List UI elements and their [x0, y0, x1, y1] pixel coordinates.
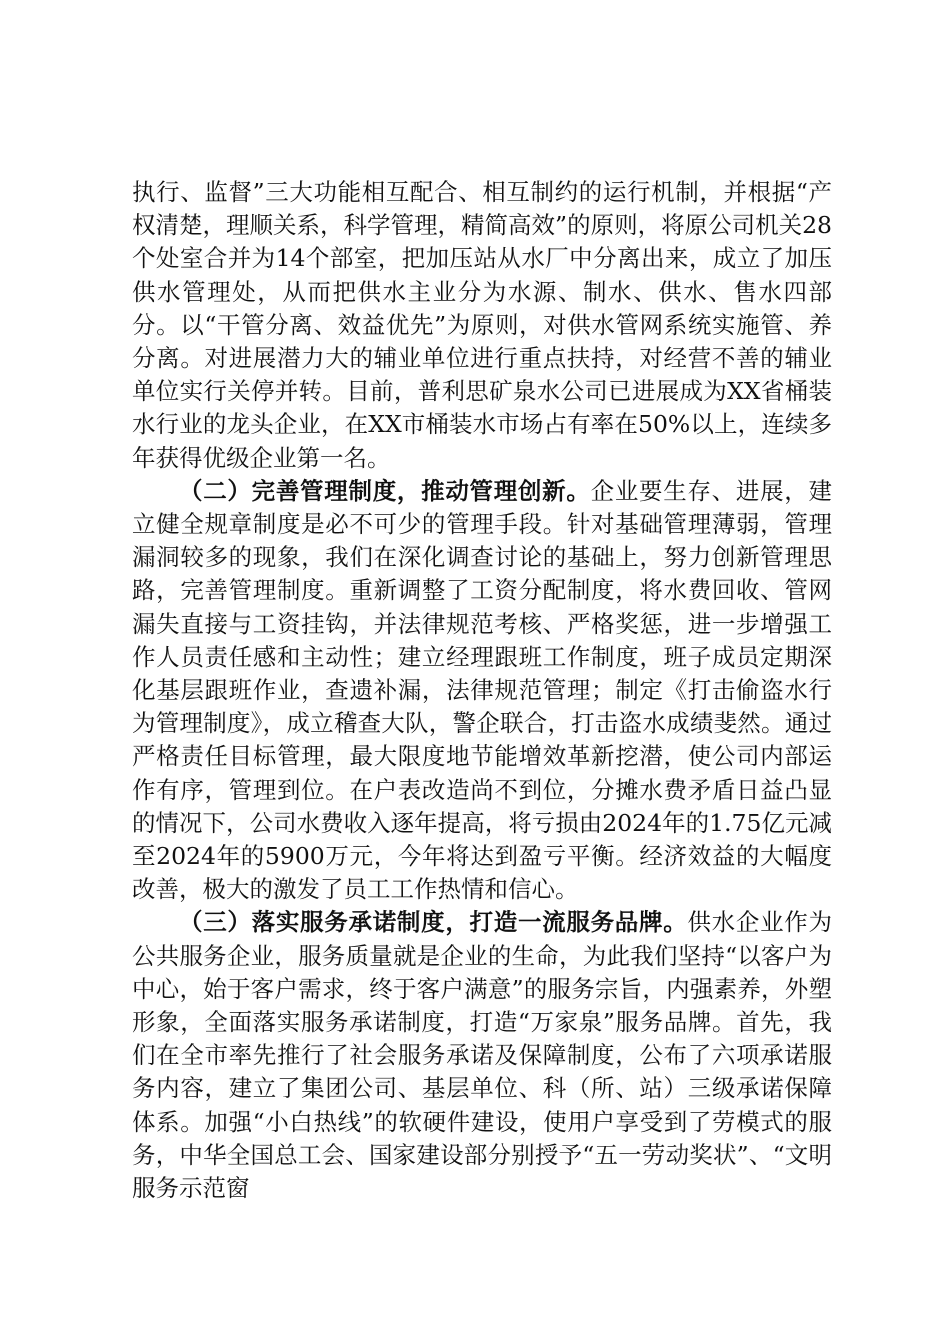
paragraph-1: [132, 176, 832, 475]
paragraph-2-text: 企业要生存、进展，建立健全规章制度是必不可少的管理手段。针对基础管理薄弱，管理漏洞较多的现象，我们在深化调查讨论的基础上，努力创新管理思路，完善管理制度。重新调整了工资分配制度，将水费回收、管网漏失直接与工资挂钩，并法律规范考核、严格奖惩，进一步增强工作人员责任感和主动性；建立经理跟班工作制度，班子成员定期深化基层跟班作业，查遗补漏，法律规范管理；制定《打击偷盗水行为管理制度》，成立稽查大队，警企联合，打击盗水成绩斐然。通过严格责任目标管理，最大限度地节能增效革新挖潜，使公司内部运作有序，管理到位。在户表改造尚不到位，分摊水费矛盾日益凸显的情况下，公司水费收入逐年提高，将亏损由2024年的1.75亿元减至2024年的5900万元，今年将达到盈亏平衡。经济效益的大幅度改善，极大的激发了员工工作热情和信心。: [132, 476, 833, 904]
paragraph-2: [132, 475, 832, 907]
paragraph-3-text: 供水企业作为公共服务企业，服务质量就是企业的生命，为此我们坚持“以客户为中心，始于客户需求，终于客户满意”的服务宗旨，内强素养，外塑形象，全面落实服务承诺制度，打造“万家泉”服务品牌。首先，我们在全市率先推行了社会服务承诺及保障制度，公布了六项承诺服务内容，建立了集团公司、基层单位、科（所、站）三级承诺保障体系。加强“小白热线”的软硬件建设，使用户享受到了劳模式的服务，中华全国总工会、国家建设部分别授予“五一劳动奖状”、“文明服务示范窗: [132, 908, 833, 1203]
document-body: [132, 176, 832, 1205]
paragraph-3: [132, 906, 832, 1205]
section-3-heading: （三）落实服务承诺制度，打造一流服务品牌。: [179, 908, 688, 937]
paragraph-1-text: 执行、监督”三大功能相互配合、相互制约的运行机制，并根据“产权清楚，理顺关系，科学管理，精简高效”的原则，将原公司机关28个处室合并为14个部室，把加压站从水厂中分离出来，成立了加压供水管理处，从而把供水主业分为水源、制水、供水、售水四部分。以“干管分离、效益优先”为原则，对供水管网系统实施管、养分离。对进展潜力大的辅业单位进行重点扶持，对经营不善的辅业单位实行关停并转。目前，普利思矿泉水公司已进展成为XX省桶装水行业的龙头企业，在XX市桶装水市场占有率在50%以上，连续多年获得优级企业第一名。: [132, 178, 832, 472]
section-2-heading: （二）完善管理制度，推动管理创新。: [179, 476, 591, 505]
